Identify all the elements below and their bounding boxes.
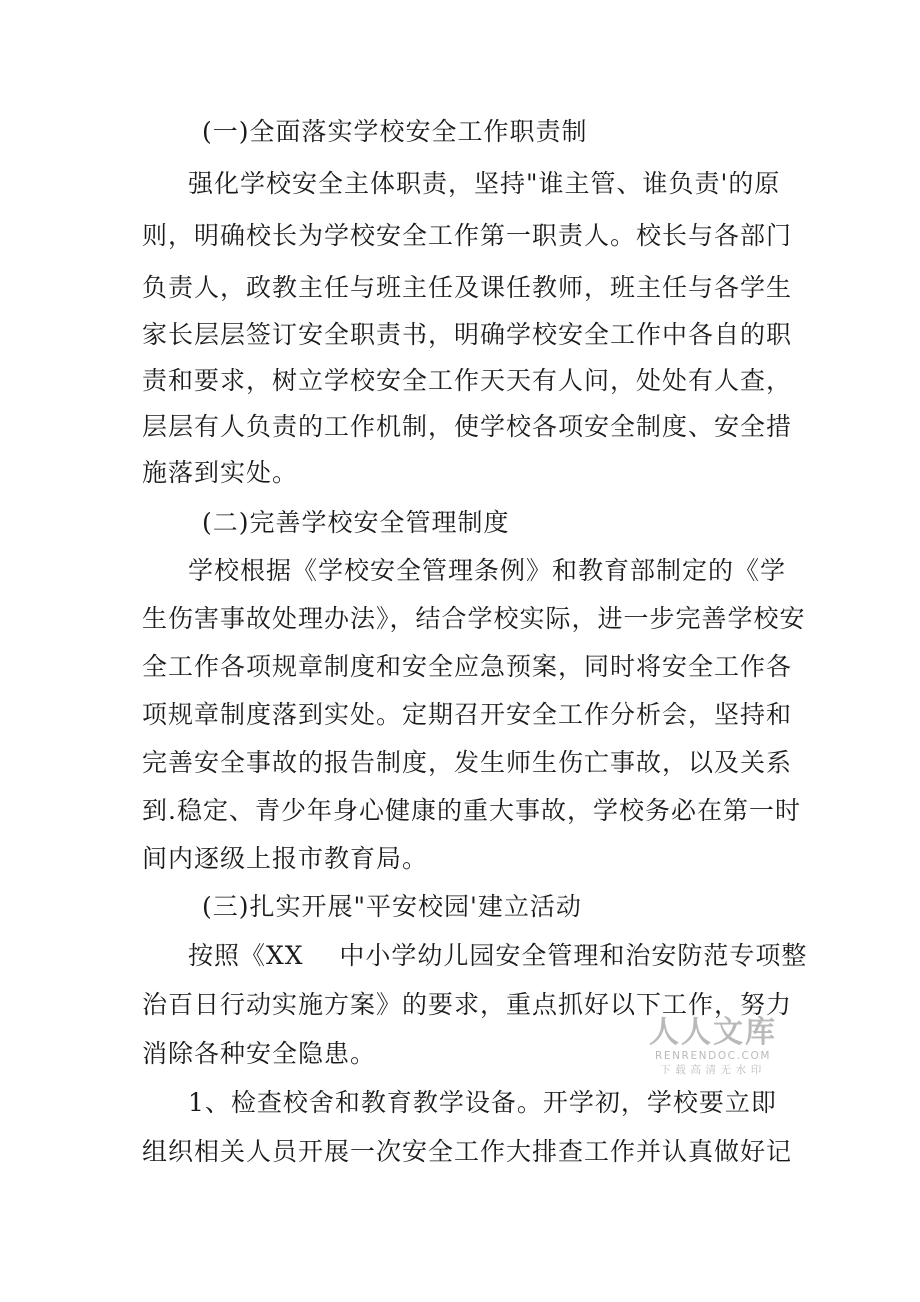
- paragraph-line: 强化学校安全主体职责，坚持"谁主管、谁负责'的原: [188, 169, 781, 198]
- paragraph-line: 施落到实处。: [142, 458, 299, 487]
- section-heading-3: (三)扎实开展"平安校园'建立活动: [202, 892, 582, 921]
- paragraph-line: 到.稳定、青少年身心健康的重大事故，学校务必在第一时: [142, 796, 801, 825]
- paragraph-line: 治百日行动实施方案》的要求，重点抓好以下工作，努力: [142, 990, 793, 1019]
- section-heading-1: (一)全面落实学校安全工作职责制: [202, 117, 588, 146]
- paragraph-line: 项规章制度落到实处。定期召开安全工作分析会，坚持和: [142, 700, 793, 729]
- paragraph-line: 按照《XX 中小学幼儿园安全管理和治安防范专项整: [188, 941, 808, 970]
- paragraph-line: 1、检查校舍和教育教学设备。开学初，学校要立即: [188, 1088, 777, 1117]
- paragraph-line: 责和要求，树立学校安全工作天天有人问，处处有人查，: [142, 366, 793, 395]
- paragraph-line: 消除各种安全隐患。: [142, 1039, 377, 1068]
- paragraph-line: 全工作各项规章制度和安全应急预案，同时将安全工作各: [142, 652, 793, 681]
- watermark-url: RENRENDOC.COM: [654, 1050, 772, 1062]
- section-heading-2: (二)完善学校安全管理制度: [202, 508, 510, 537]
- watermark-logo: [648, 1016, 778, 1077]
- watermark-name: 人人文库: [649, 1015, 777, 1050]
- paragraph-line: 完善安全事故的报告制度，发生师生伤亡事故，以及关系: [142, 748, 793, 777]
- paragraph-line: 层层有人负责的工作机制，使学校各项安全制度、安全措: [142, 412, 793, 441]
- paragraph-line: 负责人，政教主任与班主任及课任教师，班主任与各学生: [142, 273, 793, 302]
- paragraph-line: 家长层层签订安全职责书，明确学校安全工作中各自的职: [142, 320, 793, 349]
- paragraph-line: 生伤害事故处理办法》，结合学校实际，进一步完善学校安: [142, 604, 806, 633]
- paragraph-line: 则，明确校长为学校安全工作第一职责人。校长与各部门: [142, 221, 793, 250]
- watermark-tagline: 下载高清无水印: [660, 1064, 766, 1076]
- paragraph-line: 间内逐级上报市教育局。: [142, 844, 429, 873]
- paragraph-line: 组织相关人员开展一次安全工作大排查工作并认真做好记: [142, 1137, 793, 1166]
- paragraph-line: 学校根据《学校安全管理条例》和教育部制定的《学: [188, 556, 787, 585]
